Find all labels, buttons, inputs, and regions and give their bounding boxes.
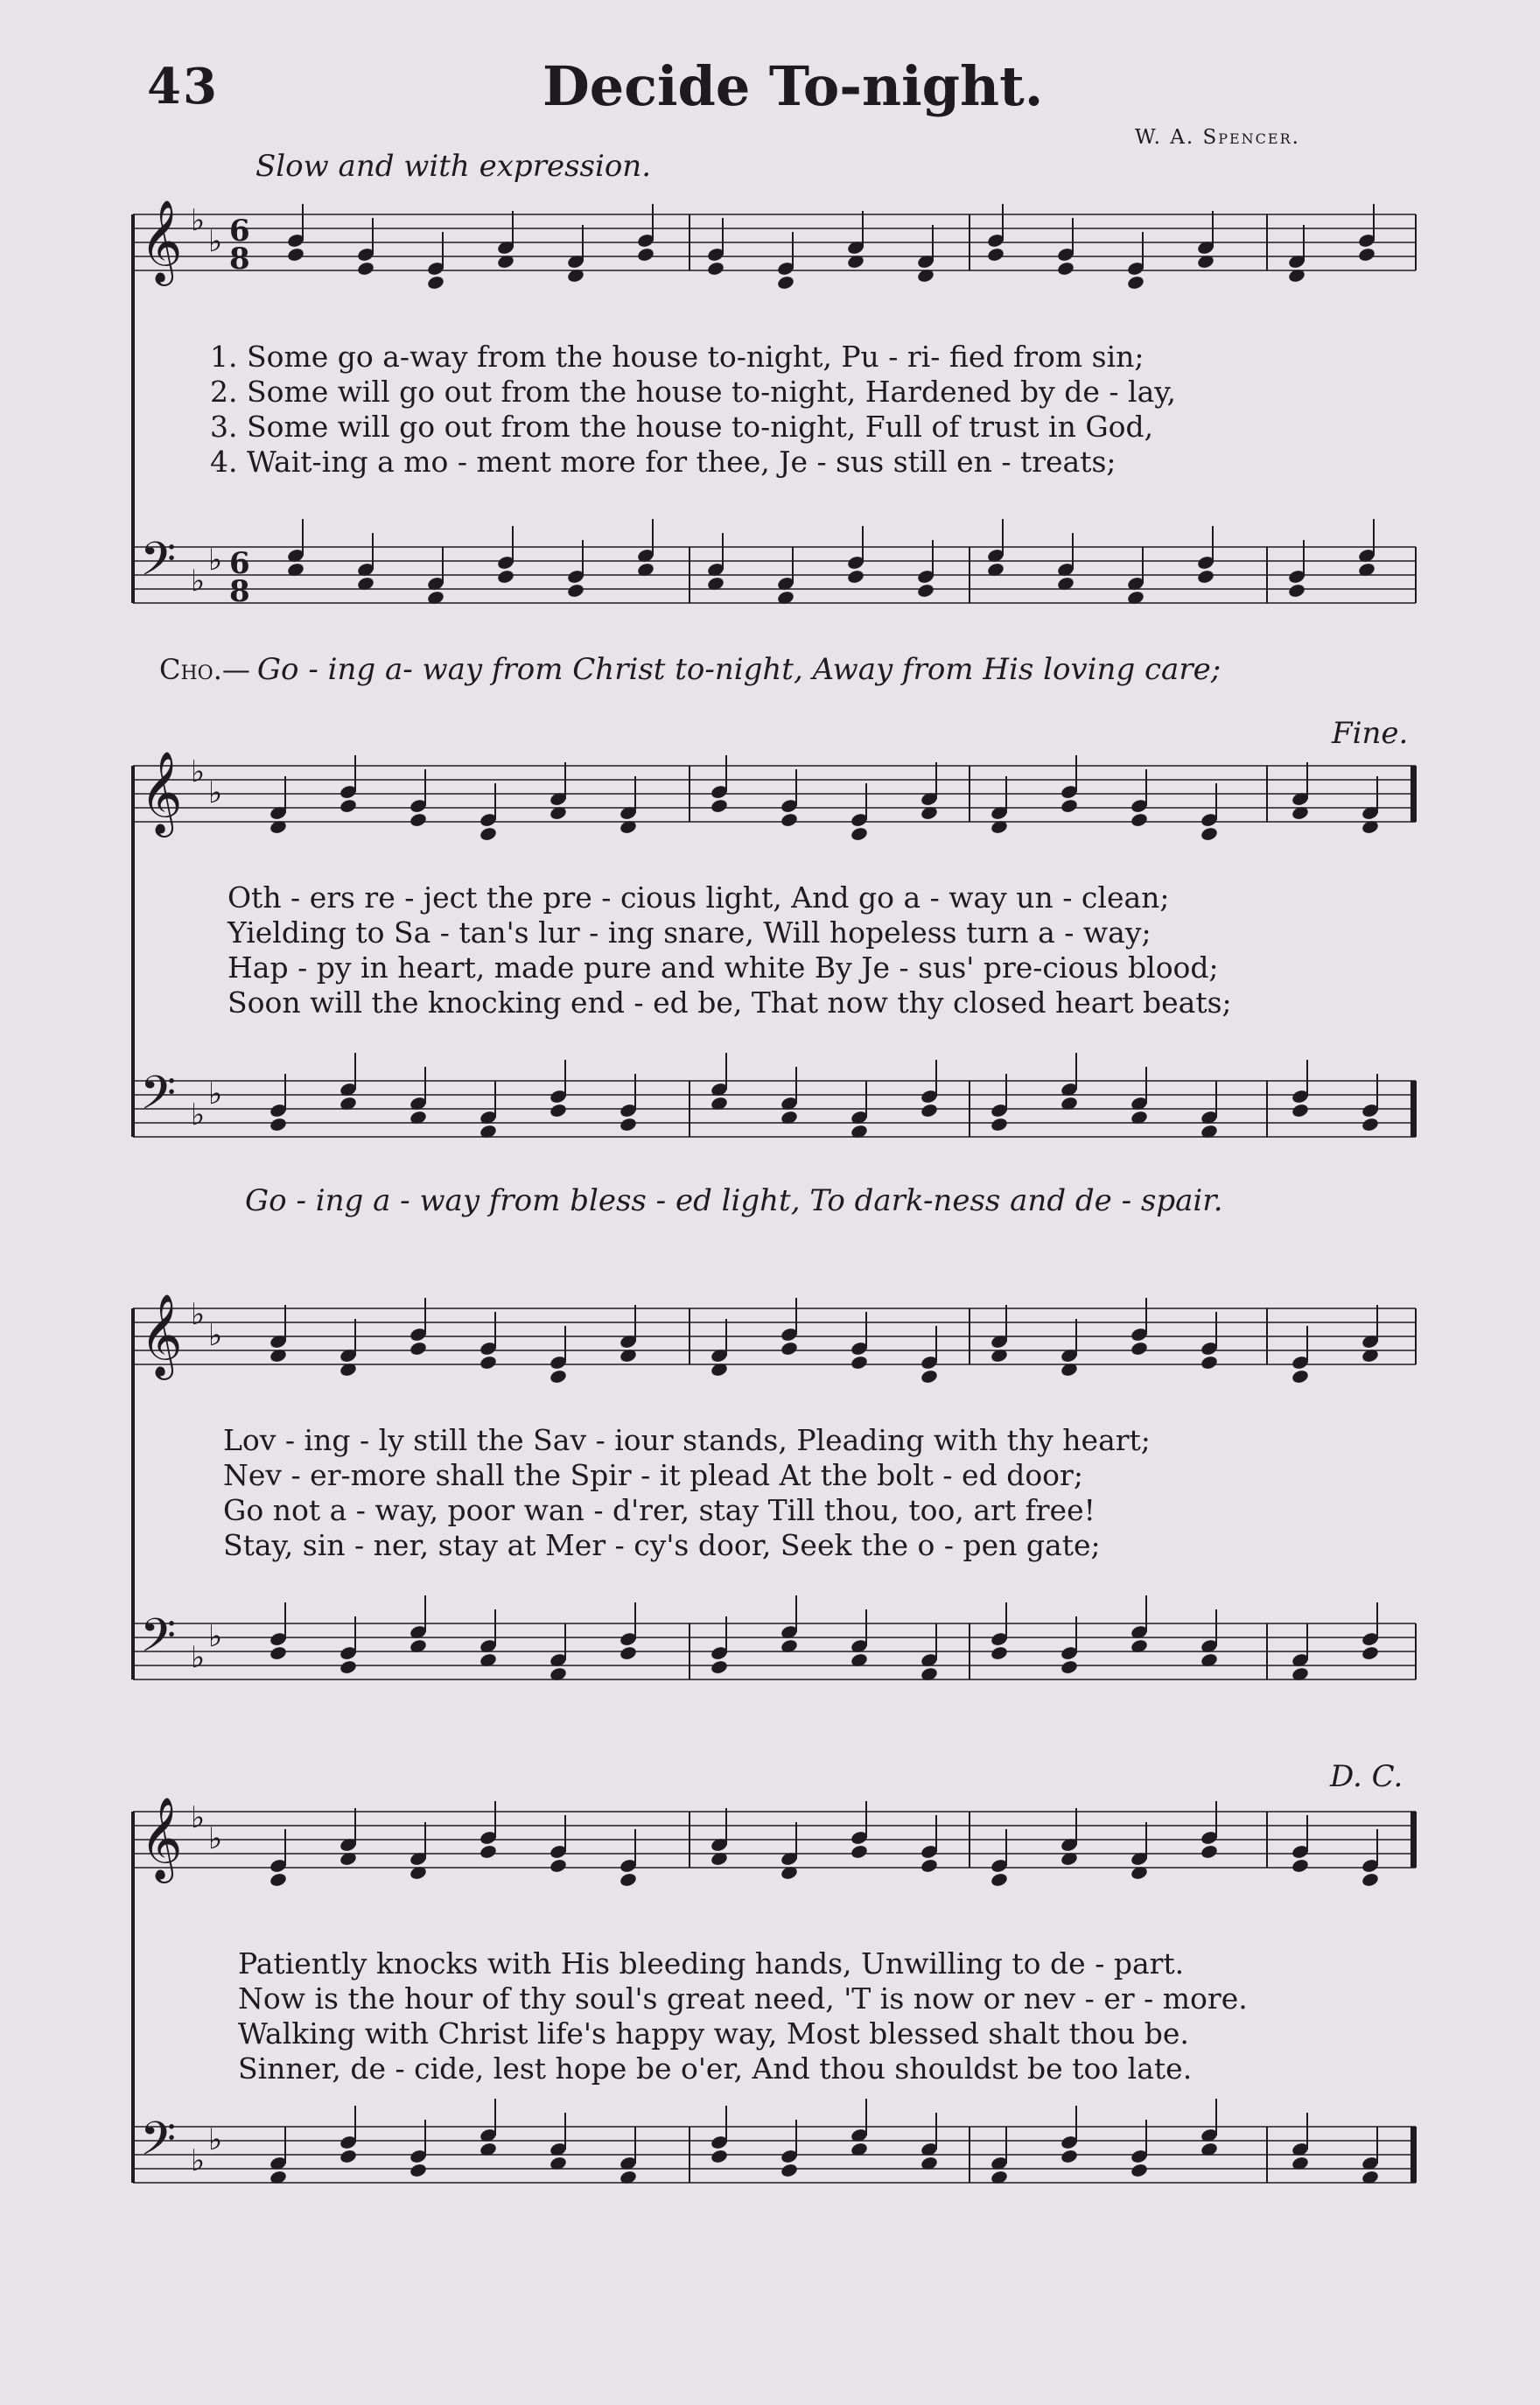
lyric-line: Go not a - way, poor wan - d'rer, stay Till thou, too, art free! [223,1493,1096,1527]
note-head [1060,1659,1078,1675]
note-head [710,798,728,814]
note-head [780,1341,798,1357]
flat-icon: ♭ [208,1318,223,1353]
treble-clef-icon: 𝄞 [140,751,183,834]
bass-staff [133,2099,1416,2185]
note-head [920,1369,938,1385]
note-head [286,247,304,263]
note-head [479,1355,497,1371]
bass-clef-icon: 𝄢 [140,1067,177,1132]
note-head [269,1872,287,1888]
note-head [916,583,934,599]
note-head [1130,812,1148,828]
lyric-line: 4. Wait-ing a mo - ment more for thee, Je - sus still en - treats; [210,445,1116,479]
lyric-line: Lov - ing - ly still the Sav - iour stands, Pleading with thy heart; [223,1423,1151,1457]
bass-clef-icon: 𝄢 [140,1609,177,1674]
treble-staff [133,1797,1416,1888]
lyric-line: Hap - py in heart, made pure and white By Je - sus' pre-cious blood; [228,950,1219,985]
note-head [1361,1117,1379,1132]
note-head [409,812,427,828]
note-head [566,583,584,599]
lyric-line: Patiently knocks with His bleeding hands, Unwilling to de - part. [238,1946,1185,1981]
note-head [636,247,654,263]
lyric-line: Walking with Christ life's happy way, Most blessed shalt thou be. [238,2016,1189,2051]
note-head [1200,1355,1218,1371]
note-head [1200,1844,1218,1860]
note-head [850,1844,868,1860]
note-head [1060,2149,1078,2164]
flat-icon: ♭ [191,203,206,238]
note-head [990,1872,1008,1888]
composer-credit: W. A. Spencer. [1135,126,1300,149]
treble-clef-icon: 𝄞 [140,200,183,283]
note-head [409,2163,427,2178]
lyric-line: Oth - ers re - ject the pre - cious light, And go a - way un - clean; [228,880,1170,915]
flat-icon: ♭ [191,2143,206,2178]
flat-icon: ♭ [208,224,223,259]
final-bar-line [1410,1812,1416,1868]
note-head [496,569,514,585]
note-head [776,275,794,291]
lyric-line: Nev - er-more shall the Spir - it plead At the bolt - ed door; [223,1458,1083,1492]
final-bar-line [1410,766,1416,822]
bass-clef-icon: 𝄢 [140,2113,177,2177]
treble-clef-icon: 𝄞 [140,1797,183,1880]
note-head [780,812,798,828]
note-head [426,275,444,291]
note-head [269,1645,287,1661]
note-head [1291,1858,1309,1874]
note-head [1130,2163,1148,2178]
note-head [619,1117,637,1132]
note-head [990,1645,1008,1661]
note-head [479,826,497,842]
flat-icon: ♭ [208,1619,223,1654]
note-head [706,261,724,277]
note-head [1060,798,1078,814]
flat-icon: ♭ [191,1097,206,1132]
final-bar-line [1410,2127,1416,2183]
final-bar-line [1410,1081,1416,1137]
lyrics-system-1 [210,340,1176,480]
note-head [780,2163,798,2178]
lyric-line: 2. Some will go out from the house to-night, Hardened by de - lay, [210,375,1177,409]
chorus-line-1 [159,652,1221,687]
flat-icon: ♭ [191,1640,206,1675]
note-head [1287,583,1306,599]
note-head [269,1117,287,1132]
note-head [710,1659,728,1675]
lyric-line: 1. Some go a-way from the house to-night, Pu - ri- fied from sin; [210,340,1144,374]
note-head [1291,1369,1309,1385]
bass-staff [133,519,1416,609]
flat-icon: ♭ [208,2122,223,2157]
note-head [339,2149,357,2164]
note-head [1130,1341,1148,1357]
lyrics-system-4 [238,1946,1248,2086]
flat-icon: ♭ [191,564,206,599]
note-head [986,247,1004,263]
dc-marker: D. C. [1330,1759,1404,1794]
page-number: 43 [147,58,219,116]
note-head [846,569,864,585]
note-head [920,1103,938,1118]
note-head [619,1872,637,1888]
lyrics-system-3 [223,1423,1151,1563]
time-signature-top: 6 [229,546,250,581]
note-head [1126,275,1144,291]
chorus-label: Cho.— [159,653,250,686]
note-head [356,261,374,277]
bass-staff [133,1053,1416,1139]
time-signature-bottom: 8 [229,574,250,609]
note-head [1196,569,1214,585]
lyrics-system-2 [228,880,1232,1020]
note-head [990,1117,1008,1132]
lyric-line: Yielding to Sa - tan's lur - ing snare, Will hopeless turn a - way; [228,915,1152,950]
note-head [549,1369,567,1385]
flat-icon: ♭ [208,775,223,810]
fine-marker: Fine. [1332,716,1409,751]
note-head [1361,1645,1379,1661]
note-head [549,1858,567,1874]
time-signature-top: 6 [229,214,250,249]
lyric-line: 3. Some will go out from the house to-night, Full of trust in God, [210,410,1154,444]
note-head [1361,1872,1379,1888]
lyric-line: Now is the hour of thy soul's great need, 'T is now or nev - er - more. [238,1981,1248,2016]
treble-staff [133,200,1416,291]
note-head [710,2149,728,2164]
note-head [549,1103,567,1118]
bass-clef-icon: 𝄢 [140,533,177,598]
treble-staff [133,751,1416,842]
tempo-marking: Slow and with expression. [256,149,652,184]
flat-icon: ♭ [208,543,223,578]
chorus-line-2 [245,1183,1223,1218]
note-head [1200,826,1218,842]
bass-staff [133,1595,1416,1682]
note-head [619,1645,637,1661]
note-head [920,1858,938,1874]
flat-icon: ♭ [208,1076,223,1111]
chorus-text: Go - ing a- way from Christ to-night, Away from His loving care; [256,652,1222,687]
flat-icon: ♭ [208,1821,223,1856]
lyric-line: Stay, sin - ner, stay at Mer - cy's door, Seek the o - pen gate; [223,1528,1101,1562]
hymn-title: Decide To-night. [542,54,1044,118]
note-head [850,826,868,842]
flat-icon: ♭ [191,754,206,789]
note-head [479,1844,497,1860]
flat-icon: ♭ [191,1297,206,1332]
lyric-line: Sinner, de - cide, lest hope be o'er, And thou shouldst be too late. [238,2051,1193,2086]
time-signature-bottom: 8 [229,242,250,277]
note-head [850,1355,868,1371]
flat-icon: ♭ [191,1800,206,1835]
note-head [339,1659,357,1675]
lyric-line: Soon will the knocking end - ed be, That now thy closed heart beats; [228,985,1232,1020]
note-head [409,1341,427,1357]
note-head [339,798,357,814]
treble-clef-icon: 𝄞 [140,1294,183,1377]
treble-staff [133,1294,1416,1385]
note-head [1056,261,1074,277]
note-head [1291,1103,1309,1118]
note-head [1357,247,1376,263]
chorus-text: Go - ing a - way from bless - ed light, To dark-ness and de - spair. [245,1183,1223,1218]
